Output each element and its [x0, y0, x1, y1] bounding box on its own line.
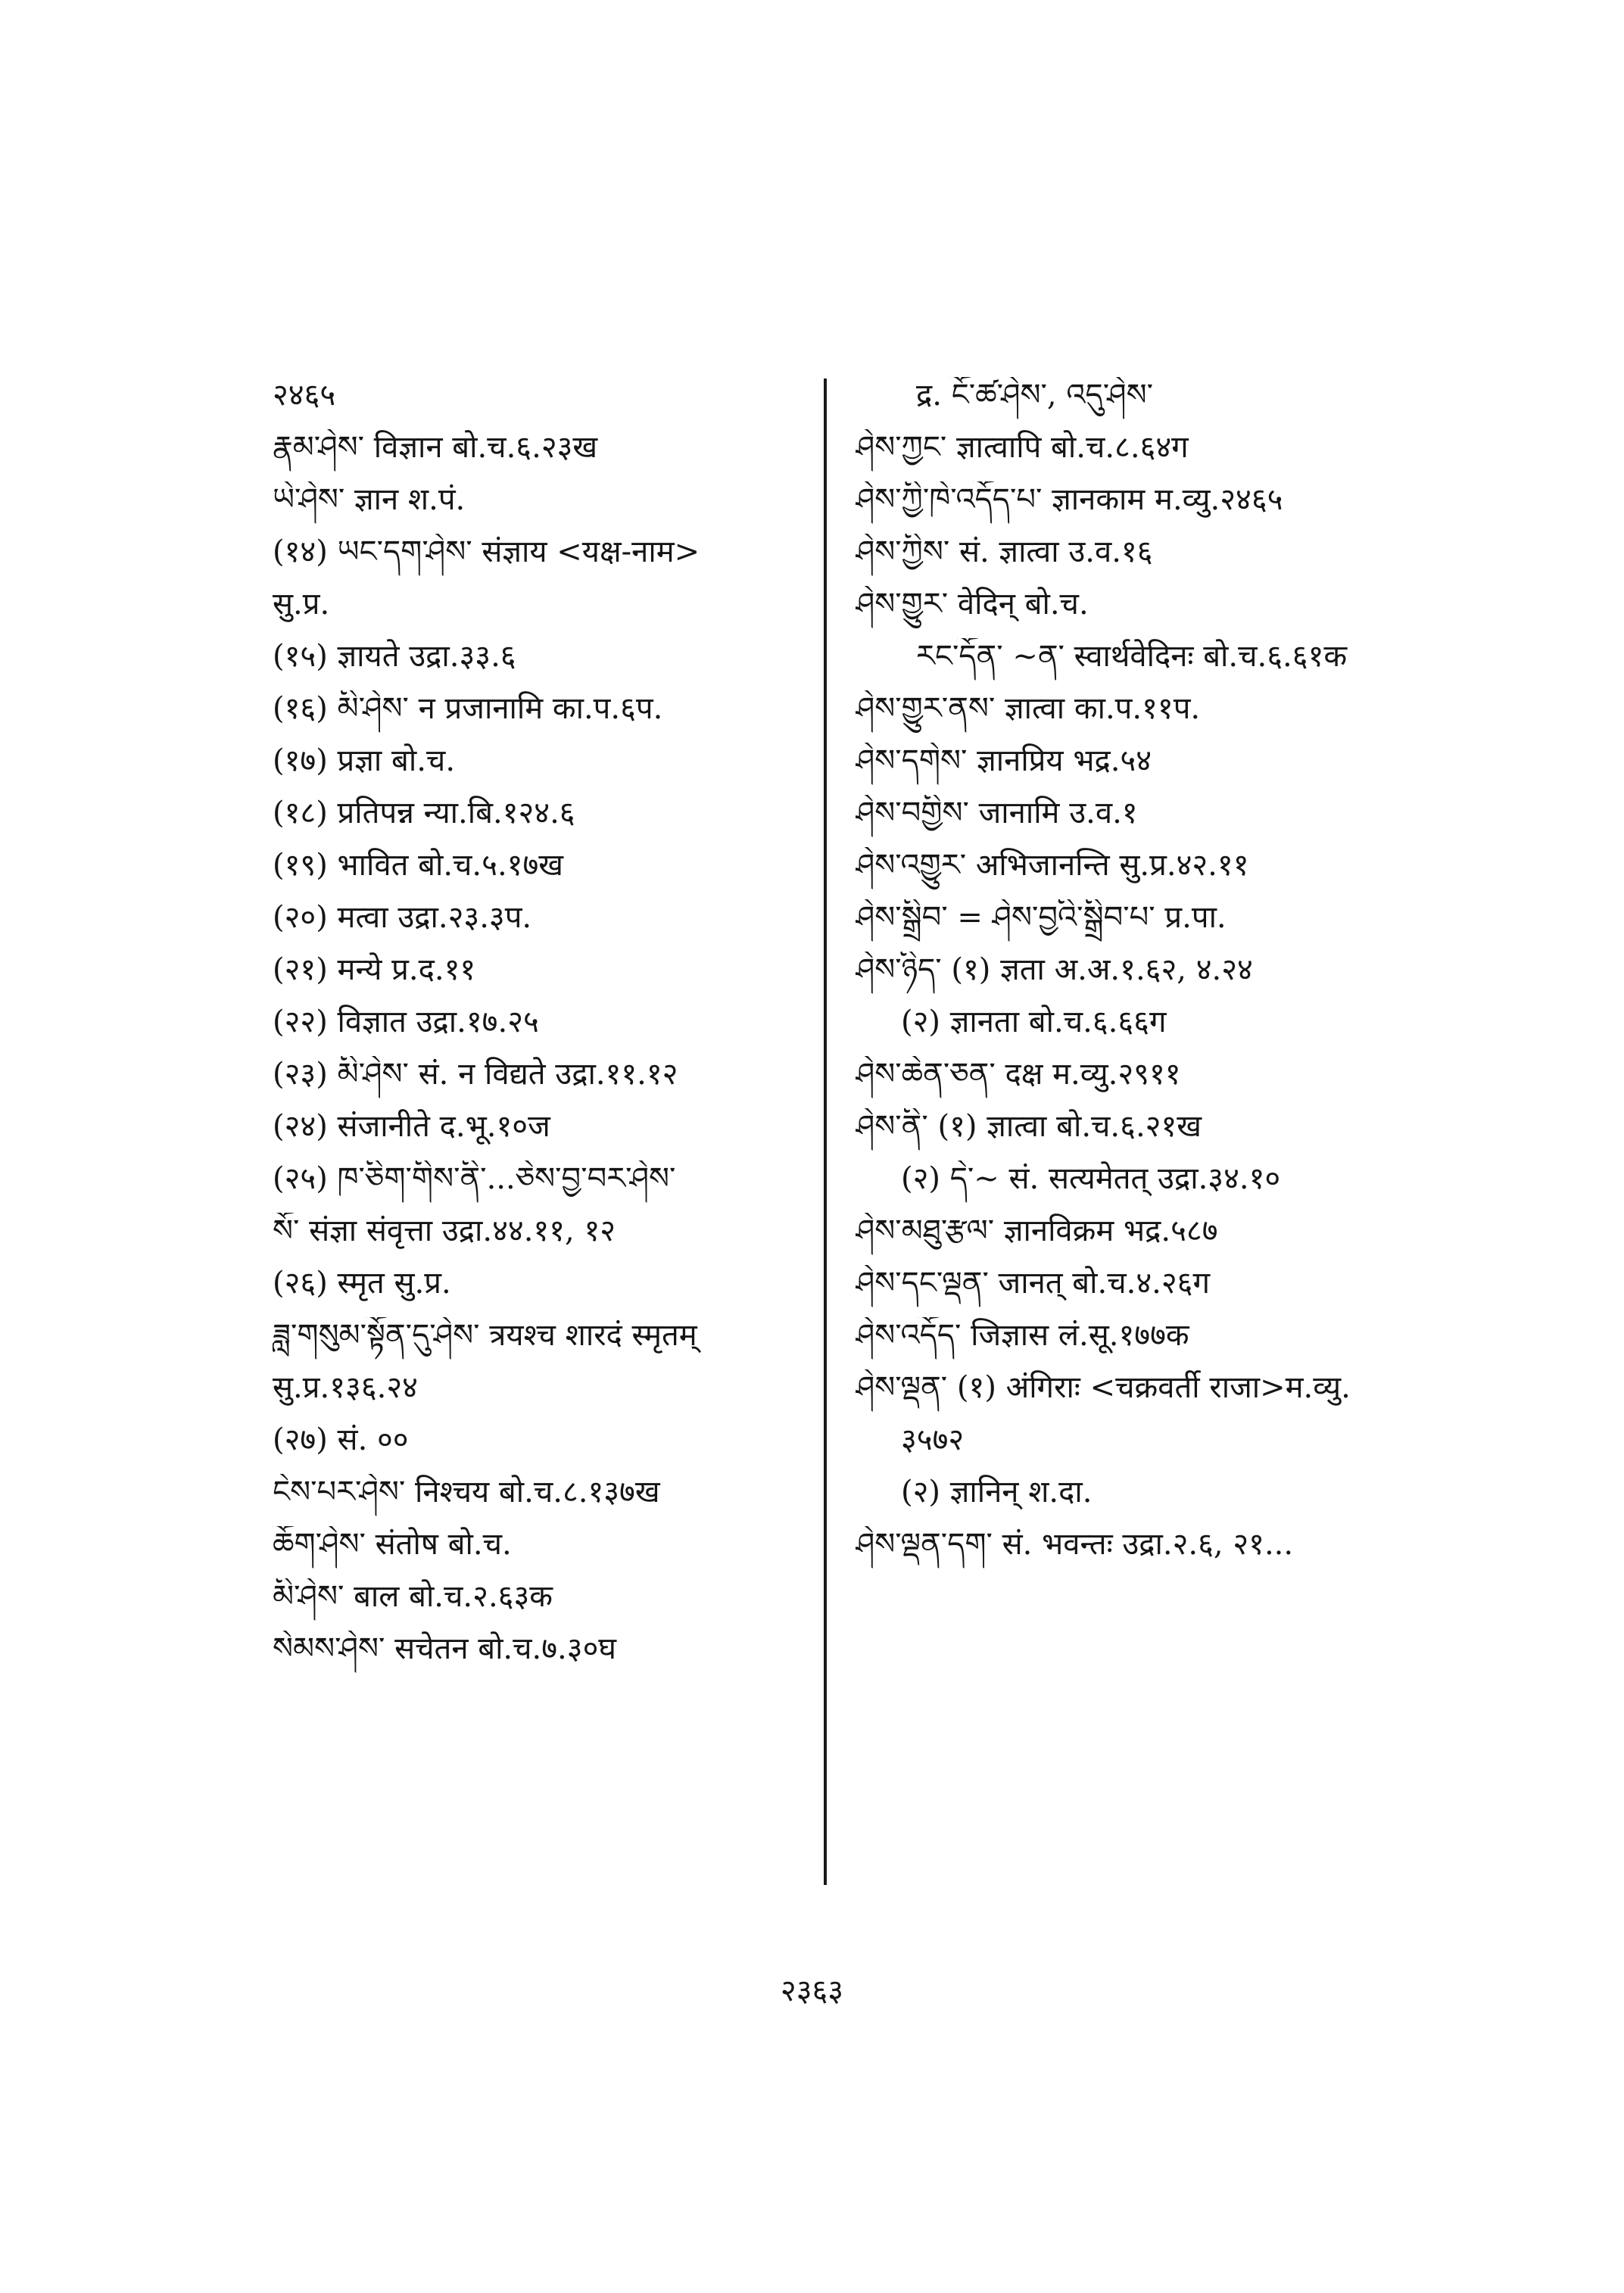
- entry-line: (१८) प्रतिपन्न न्या.बि.१२४.६: [273, 796, 575, 830]
- column-divider: [824, 379, 827, 1885]
- entry-line: (२) ज्ञानता बो.च.६.६६ग: [901, 1005, 1167, 1039]
- entry-line: (१९) भावित बो.च.५.१७ख: [273, 848, 563, 883]
- entry-line: (२७) सं. ००: [273, 1422, 409, 1457]
- right-column: [856, 377, 1476, 1578]
- entry-line: མི་ཤེས་ बाल बो.च.२.६३क: [273, 1579, 553, 1614]
- entry-line: सु.प्र.१३६.२४: [273, 1370, 418, 1405]
- entry-line: (१६) མི་ཤེས་ न प्रजानामि का.प.६प.: [273, 691, 663, 726]
- entry-line: (१४) ཡང་དག་ཤེས་ संज्ञाय <यक्ष-नाम>: [273, 534, 700, 569]
- entry-line: (२) ज्ञानिन् श.दा.: [901, 1475, 1093, 1509]
- entry-line: (२३) མི་ཤེས་ सं. न विद्यते उद्रा.११.१२: [273, 1057, 678, 1092]
- entry-line: (२१) मन्ये प्र.द.११: [273, 952, 476, 987]
- entry-line: ཤེས་ཀྱི་ཁེ་འདོད་པ་ ज्ञानकाम म.व्यु.२४६५: [856, 482, 1283, 517]
- entry-line: (१५) ज्ञायते उद्रा.३३.६: [273, 639, 516, 674]
- entry-line: ཤེས་བགྱིས་ जानामि उ.व.१: [856, 796, 1138, 830]
- entry-line: རང་དོན་ ~ན་ स्वार्थवेदिनः बो.च.६.६१क: [916, 639, 1348, 674]
- entry-line: ཤེས་དགེས་ ज्ञानप्रिय भद्र.५४: [856, 743, 1152, 778]
- entry-line: ཟླ་གསུམ་སྟོན་དུ་ཤེས་ त्रयश्च शारदं स्मृतम्: [273, 1318, 697, 1353]
- entry-line: (२२) विज्ञात उद्रा.१७.२५: [273, 1005, 539, 1039]
- entry-line: (२५) ཁ་ཅིག་གིས་ནི་...ཅེས་བྱ་བར་ཤེས་: [273, 1161, 676, 1196]
- left-column: [273, 377, 803, 1683]
- entry-line: ཤེས་ལྡན་ (१) अंगिराः <चक्रवर्ती राजा>म.व्यु.: [856, 1370, 1351, 1405]
- entry-line: ཤེས་དང་ལྡན་ जानत् बो.च.४.२६ग: [856, 1266, 1210, 1301]
- entry-line: ཤེས་ནི་ (१) ज्ञात्वा बो.च.६.२१ख: [856, 1109, 1202, 1144]
- entry-line: (१७) प्रज्ञा बो.च.: [273, 743, 456, 778]
- entry-line: སེམས་ཤེས་ सचेतन बो.च.७.३०घ: [273, 1631, 617, 1666]
- entry-line: (२६) स्मृत सु.प्र.: [273, 1266, 451, 1301]
- entry-line: ཆོག་ཤེས་ संतोष बो.च.: [273, 1527, 512, 1562]
- entry-line: ཤེས་ཉིད་ (१) ज्ञता अ.अ.१.६२, ४.२४: [856, 952, 1253, 987]
- entry-line: ཡེ་ཤེས་ ज्ञान श.पं.: [273, 482, 466, 517]
- entry-line: ཤེས་གྱུར་ वेदिन् बो.च.: [856, 587, 1089, 622]
- entry-line: སོ་ संज्ञा संवृत्ता उद्रा.४४.११, १२: [273, 1213, 616, 1248]
- entry-line: རྣམ་ཤེས་ विज्ञान बो.च.६.२३ख: [273, 430, 598, 465]
- entry-line: ཤེས་འདོད་ जिज्ञास लं.सू.१७७क: [856, 1318, 1189, 1353]
- entry-line: (२) དེ་~ सं. सत्यमेतत् उद्रा.३४.१०: [901, 1161, 1281, 1196]
- entry-line: ཤེས་གྱུར་ནས་ ज्ञात्वा का.प.११प.: [856, 691, 1201, 726]
- page-number: २३६३: [780, 1974, 844, 2008]
- entry-line: ཤེས་ཀྱིས་ सं. ज्ञात्वा उ.व.१६: [856, 534, 1153, 569]
- entry-line: ཤེས་སྒྲིབ་ = ཤེས་བྱའི་སྒྲིབ་པ་ प्र.पा.: [856, 900, 1227, 935]
- entry-line: ཤེས་ཀྱང་ ज्ञात्वापि बो.च.८.६४ग: [856, 430, 1189, 465]
- entry-line: द्र. ངོ་ཚ་ཤེས་, འདུ་ཤེས་: [916, 378, 1153, 413]
- entry-line: ཤེས་འགྱུར་ अभिजानन्ति सु.प्र.४२.११: [856, 848, 1249, 883]
- entry-line: (२४) संजानीते द.भू.१०ज: [273, 1109, 550, 1144]
- entry-line: ངེས་པར་ཤེས་ निश्चय बो.च.८.१३७ख: [273, 1475, 660, 1509]
- entry-line: २४६५: [273, 378, 336, 413]
- entry-line: सु.प्र.: [273, 587, 330, 622]
- entry-line: ཤེས་ལྡན་དག་ सं. भवन्तः उद्रा.२.६, २१...: [856, 1527, 1294, 1562]
- entry-line: ३५७२: [901, 1422, 965, 1457]
- entry-line: ཤེས་མཐུ་རྩལ་ ज्ञानविक्रम भद्र.५८७: [856, 1213, 1218, 1248]
- entry-line: (२०) मत्वा उद्रा.२३.३प.: [273, 900, 532, 935]
- entry-line: ཤེས་ཆེན་ཅན་ दक्ष म.व्यु.२९११: [856, 1057, 1181, 1092]
